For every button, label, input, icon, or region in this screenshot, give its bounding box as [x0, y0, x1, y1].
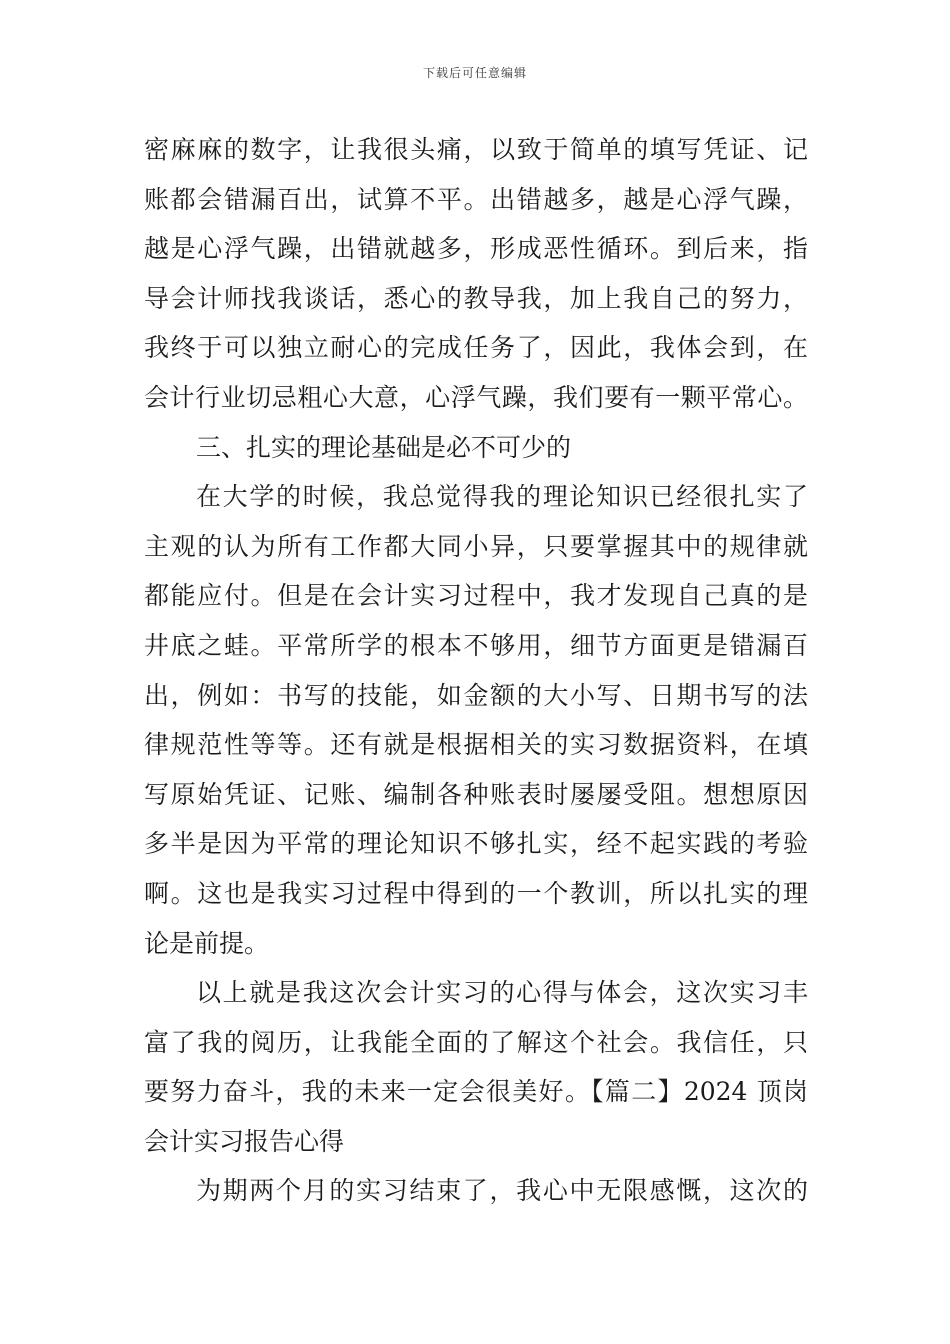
- paragraph-line: 越是心浮气躁，出错就越多，形成恶性循环。到后来，指: [144, 234, 808, 264]
- paragraph-line: 论是前提。: [144, 928, 270, 958]
- paragraph-line: 律规范性等等。还有就是根据相关的实习数据资料，在填: [144, 730, 808, 760]
- paragraph-line: 在大学的时候，我总觉得我的理论知识已经很扎实了: [196, 482, 808, 512]
- paragraph-line: 啊。这也是我实习过程中得到的一个教训，所以扎实的理: [144, 878, 808, 908]
- paragraph-line: 都能应付。但是在会计实习过程中，我才发现自己真的是: [144, 581, 808, 611]
- paragraph-line: 会计行业切忌粗心大意，心浮气躁，我们要有一颗平常心。: [144, 382, 808, 412]
- paragraph-line: 井底之蛙。平常所学的根本不够用，细节方面更是错漏百: [144, 630, 808, 660]
- paragraph-line: 要努力奋斗，我的未来一定会很美好。【篇二】2024 顶岗: [144, 1077, 808, 1107]
- paragraph-line: 写原始凭证、记账、编制各种账表时屡屡受阻。想想原因: [144, 779, 808, 809]
- paragraph-line: 导会计师找我谈话，悉心的教导我，加上我自己的努力，: [144, 283, 808, 313]
- paragraph-line: 会计实习报告心得: [144, 1126, 345, 1156]
- paragraph-line: 出，例如：书写的技能，如金额的大小写、日期书写的法: [144, 680, 808, 710]
- paragraph-line: 富了我的阅历，让我能全面的了解这个社会。我信任，只: [144, 1027, 808, 1057]
- paragraph-line: 以上就是我这次会计实习的心得与体会，这次实习丰: [196, 978, 808, 1008]
- paragraph-line: 账都会错漏百出，试算不平。出错越多，越是心浮气躁，: [144, 184, 808, 214]
- paragraph-line: 为期两个月的实习结束了，我心中无限感慨，这次的: [196, 1176, 808, 1206]
- page-header: 下载后可任意编辑: [422, 66, 527, 80]
- paragraph-line: 主观的认为所有工作都大同小异，只要掌握其中的规律就: [144, 531, 808, 561]
- section-heading: 三、扎实的理论基础是必不可少的: [196, 432, 572, 462]
- paragraph-line: 密麻麻的数字，让我很头痛，以致于简单的填写凭证、记: [144, 135, 808, 164]
- document-body: [144, 125, 808, 1216]
- paragraph-line: 多半是因为平常的理论知识不够扎实，经不起实践的考验: [144, 829, 808, 859]
- paragraph-line: 我终于可以独立耐心的完成任务了，因此，我体会到，在: [144, 333, 808, 363]
